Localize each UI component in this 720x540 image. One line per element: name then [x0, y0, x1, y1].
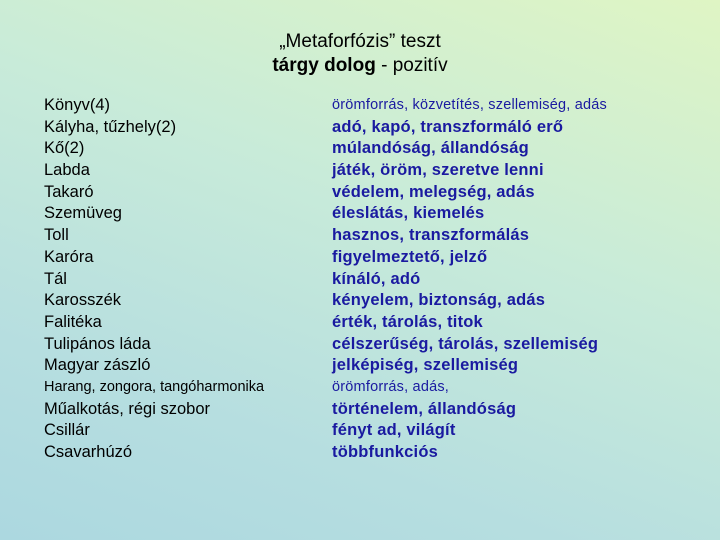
object-item: Falitéka [44, 312, 102, 331]
object-item: Csavarhúzó [44, 443, 133, 461]
meaning-item: érték, tárolás, titok [332, 312, 483, 331]
title-line-1: „Metaforfózis” teszt [279, 31, 441, 52]
object-item: Labda [44, 161, 90, 180]
title-qualifier: - pozitív [375, 55, 448, 76]
object-item: Csillár [44, 421, 90, 440]
object-item: Takaró [44, 182, 94, 201]
meaning-item: célszerűség, tárolás, szellemiség [332, 334, 599, 353]
object-item: Kő(2) [44, 139, 85, 158]
title-line-2 [0, 54, 720, 78]
objects-column [44, 95, 324, 464]
meaning-item: figyelmeztető, jelző [332, 247, 488, 266]
meaning-item: kínáló, adó [332, 269, 421, 288]
meaning-item: éleslátás, kiemelés [332, 204, 485, 223]
meaning-item: történelem, állandóság [332, 399, 517, 418]
object-item: Toll [44, 226, 69, 245]
object-item: Szemüveg [44, 204, 122, 223]
meaning-item: kényelem, biztonság, adás [332, 291, 546, 310]
object-item: Tulipános láda [44, 334, 151, 353]
meaning-item: védelem, melegség, adás [332, 182, 535, 201]
object-item: Műalkotás, régi szobor [44, 399, 210, 418]
slide-title [0, 30, 720, 78]
meaning-item: fényt ad, világít [332, 421, 456, 440]
meaning-item: jelképiség, szellemiség [332, 356, 519, 375]
object-item: Karóra [44, 247, 94, 266]
object-item: Könyv(4) [44, 96, 111, 114]
meaning-item: többfunkciós [332, 443, 438, 461]
meaning-item: örömforrás, közvetítés, szellemiség, adás [332, 97, 607, 113]
meanings-column [332, 95, 712, 464]
meaning-item: adó, kapó, transzformáló erő [332, 117, 564, 136]
meaning-item: múlandóság, állandóság [332, 139, 529, 158]
object-item: Tál [44, 269, 67, 288]
object-item: Karosszék [44, 291, 122, 310]
title-subject: tárgy dolog [272, 55, 376, 76]
meaning-item: hasznos, transzformálás [332, 226, 530, 245]
object-item: Kályha, tűzhely(2) [44, 117, 177, 136]
object-item: Harang, zongora, tangóharmonika [44, 378, 265, 395]
meaning-item: játék, öröm, szeretve lenni [332, 161, 544, 180]
meaning-item: örömforrás, adás, [332, 378, 450, 395]
object-item: Magyar zászló [44, 356, 151, 375]
